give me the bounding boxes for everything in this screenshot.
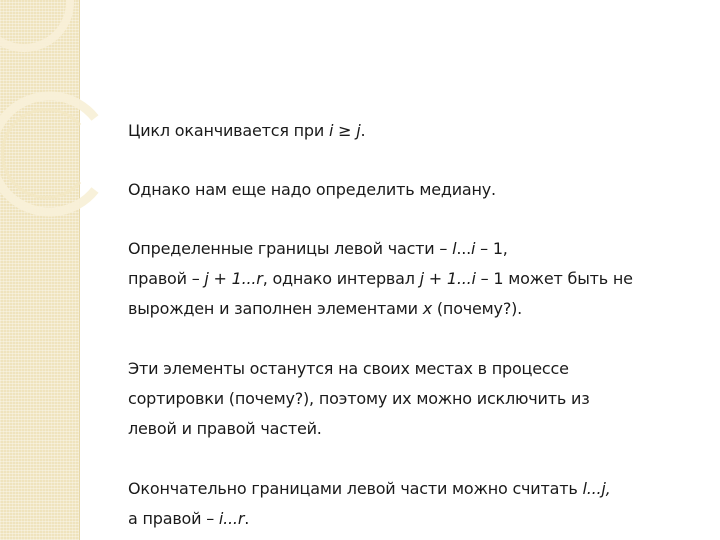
text: .	[244, 509, 250, 528]
text: Окончательно границами левой части можно считать	[128, 479, 583, 498]
math-j: j	[601, 479, 606, 498]
math-x: x	[422, 299, 432, 318]
text: Цикл оканчивается при	[128, 121, 329, 140]
paragraph-elements-line-3	[128, 419, 322, 439]
text: Однако нам еще надо определить медиану.	[128, 180, 496, 199]
math-i: i	[471, 269, 476, 288]
paragraph-bounds-line-3	[128, 299, 522, 319]
math-i: i	[328, 121, 334, 140]
paragraph-bounds-line-1	[128, 239, 508, 259]
text: , однако интервал	[262, 269, 420, 288]
text: ...	[456, 239, 471, 258]
math-r: r	[256, 269, 263, 288]
text: – 1 может быть не	[475, 269, 633, 288]
text: + 1...	[423, 269, 472, 288]
text: ...	[223, 509, 238, 528]
text: Определенные границы левой части –	[128, 239, 453, 258]
paragraph-final-line-1	[128, 479, 611, 499]
text: а правой –	[128, 509, 219, 528]
text: левой и правой частей.	[128, 419, 322, 438]
paragraph-median	[128, 180, 496, 200]
text: сортировки (почему?), поэтому их можно исключить из	[128, 389, 590, 408]
math-j: j	[204, 269, 209, 288]
math-l: l	[452, 239, 457, 258]
text: правой –	[128, 269, 205, 288]
text: ...	[586, 479, 602, 498]
text: – 1,	[475, 239, 508, 258]
paragraph-elements-line-1	[128, 359, 569, 379]
math-l: l	[582, 479, 587, 498]
text: Эти элементы останутся на своих местах в процессе	[128, 359, 569, 378]
math-i: i	[471, 239, 476, 258]
math-r: r	[237, 509, 245, 528]
text: .	[360, 121, 366, 140]
text: (почему?).	[432, 299, 523, 318]
swirl-ornament	[0, 0, 140, 220]
text: ,	[605, 479, 611, 498]
paragraph-final-line-2	[128, 509, 249, 529]
math-ge: ≥	[333, 121, 357, 140]
math-i: i	[218, 509, 224, 528]
paragraph-loop-end	[128, 121, 365, 141]
math-j: j	[419, 269, 424, 288]
text: + 1...	[208, 269, 257, 288]
math-j: j	[356, 121, 361, 140]
paragraph-elements-line-2	[128, 389, 590, 409]
paragraph-bounds-line-2	[128, 269, 633, 289]
text: вырожден и заполнен элементами	[128, 299, 423, 318]
